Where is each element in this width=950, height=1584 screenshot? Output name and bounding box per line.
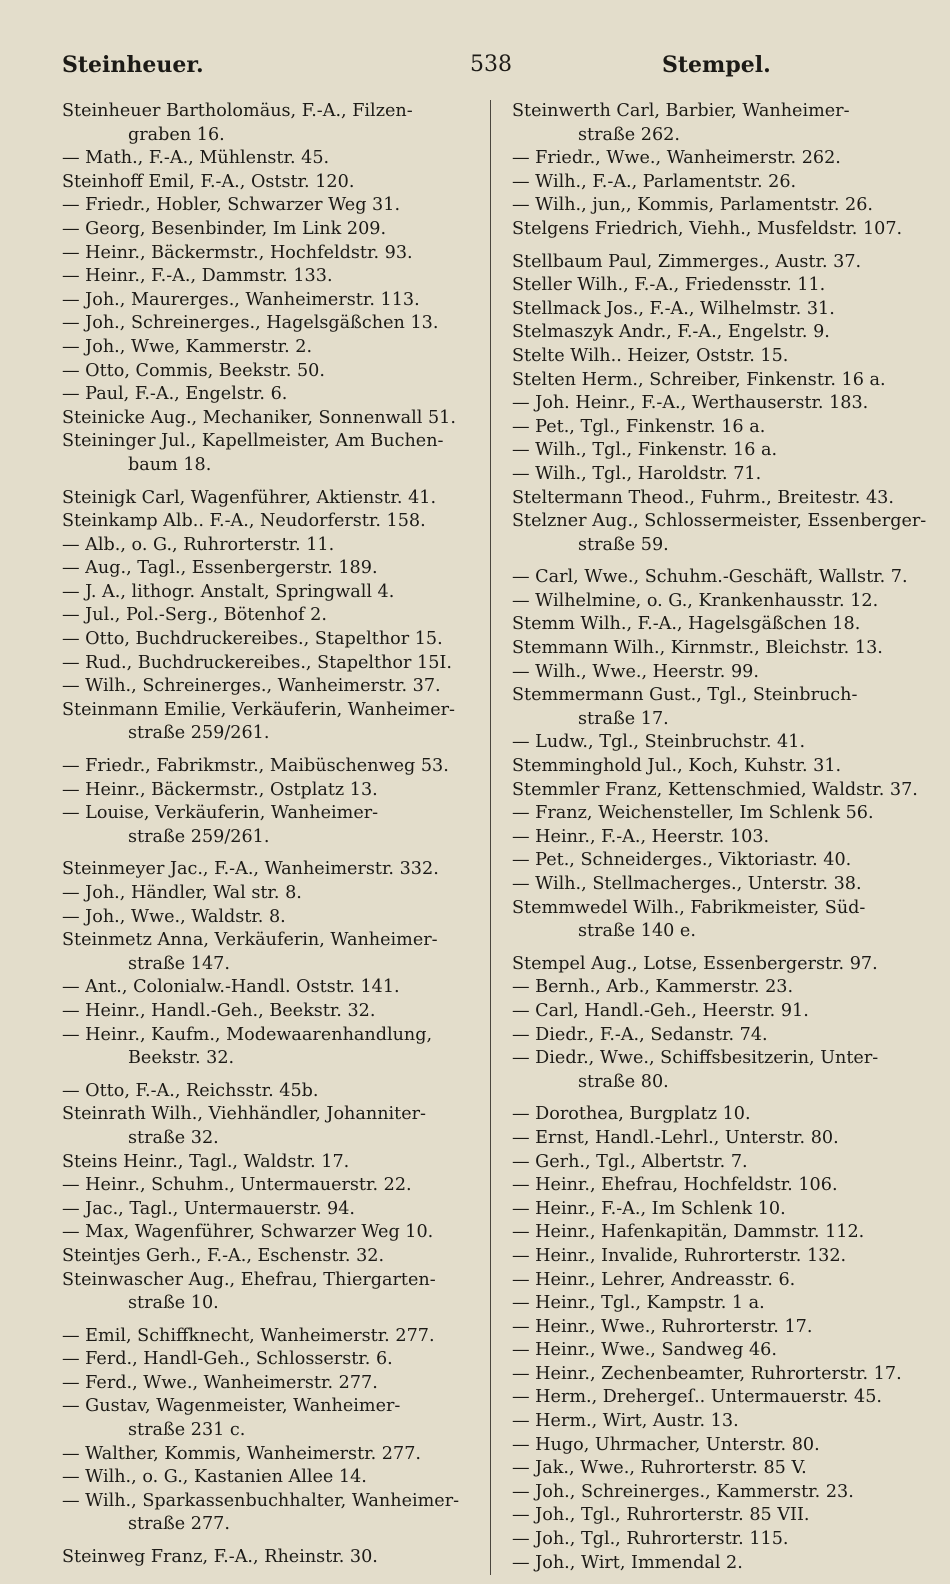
entry-continuation-line: straße 259/261. [128, 723, 270, 744]
directory-entry-line: — Dorothea, Burgplatz 10. [512, 1104, 751, 1125]
directory-entry-line: Steinheuer Bartholomäus, F.-A., Filzen- [62, 101, 413, 121]
directory-entry-line: — Joh. Heinr., F.-A., Werthauserstr. 183. [512, 393, 869, 414]
entry-continuation-line: straße 277. [128, 1514, 230, 1535]
directory-entry-line: Stellbaum Paul, Zimmerges., Austr. 37. [512, 251, 862, 272]
directory-entry-line: — Ferd., Wwe., Wanheimerstr. 277. [62, 1372, 378, 1393]
directory-entry-line: — Wilh., Sparkassenbuchhalter, Wanheimer- [62, 1490, 460, 1511]
directory-entry-line: Steltermann Theod., Fuhrm., Breitestr. 43. [512, 487, 894, 508]
entry-continuation-line: Beekstr. 32. [128, 1048, 235, 1069]
directory-entry-line: Steller Wilh., F.-A., Friedensstr. 11. [512, 275, 826, 296]
directory-entry-line: — Otto, F.-A., Reichsstr. 45b. [62, 1080, 319, 1101]
directory-entry-line: — Heinr., Handl.-Geh., Beekstr. 32. [62, 1000, 376, 1021]
directory-entry-line: — Walther, Kommis, Wanheimerstr. 277. [62, 1443, 421, 1464]
directory-entry-line: Stelmaszyk Andr., F.-A., Engelstr. 9. [512, 322, 830, 343]
directory-entry-line: — Carl, Wwe., Schuhm.-Geschäft, Wallstr. 7. [512, 567, 908, 588]
directory-entry-line: — Max, Wagenführer, Schwarzer Weg 10. [62, 1222, 434, 1243]
directory-entry-line: — Wilhelmine, o. G., Krankenhausstr. 12. [512, 590, 879, 611]
directory-entry-line: — Joh., Schreinerges., Hagelsgäßchen 13. [62, 313, 439, 334]
header-left-catchword: Steinheuer. [62, 52, 204, 78]
directory-entry-line: — Pet., Schneiderges., Viktoriastr. 40. [512, 850, 852, 871]
left-column [62, 100, 477, 1570]
directory-entry-line: Stemmermann Gust., Tgl., Steinbruch- [512, 685, 858, 706]
directory-entry-line: Stemm Wilh., F.-A., Hagelsgäßchen 18. [512, 614, 861, 635]
directory-entry-line: — Heinr., Bäckermstr., Ostplatz 13. [62, 779, 378, 800]
entry-continuation-line: straße 262. [578, 124, 680, 145]
directory-entry-line: — Wilh., Schreinerges., Wanheimerstr. 37. [62, 676, 441, 697]
directory-entry-line: Steins Heinr., Tagl., Waldstr. 17. [62, 1151, 350, 1172]
directory-entry-line: — Louise, Verkäuferin, Wanheimer- [62, 803, 379, 824]
directory-entry-line: — Franz, Weichensteller, Im Schlenk 56. [512, 803, 874, 824]
directory-entry-line: — Herm., Drehergeſ.. Untermauerstr. 45. [512, 1387, 882, 1408]
directory-entry-line: Steinweg Franz, F.-A., Rheinstr. 30. [62, 1547, 378, 1568]
directory-entry-line: — Diedr., F.-A., Sedanstr. 74. [512, 1024, 768, 1045]
directory-entry-line: — Jak., Wwe., Ruhrorterstr. 85 V. [512, 1458, 807, 1479]
directory-entry-line: — Heinr., Zechenbeamter, Ruhrorterstr. 17. [512, 1363, 902, 1384]
directory-entry-line: — J. A., lithogr. Anstalt, Springwall 4. [62, 581, 395, 602]
directory-entry-line: Steinmeyer Jac., F.-A., Wanheimerstr. 332. [62, 859, 439, 880]
page-number: 538 [470, 52, 512, 77]
entry-continuation-line: graben 16. [128, 124, 225, 145]
directory-entry-line: — Joh., Maurerges., Wanheimerstr. 113. [62, 289, 420, 310]
entry-continuation-line: straße 32. [128, 1127, 219, 1148]
directory-entry-line: — Friedr., Hobler, Schwarzer Weg 31. [62, 195, 401, 216]
directory-entry-line: — Joh., Wwe., Waldstr. 8. [62, 906, 286, 927]
column-divider [490, 100, 491, 1575]
directory-entry-line: — Wilh., Tgl., Finkenstr. 16 a. [512, 440, 778, 461]
entry-continuation-line: straße 10. [128, 1293, 219, 1314]
directory-entry-line: — Joh., Tgl., Ruhrorterstr. 115. [512, 1529, 789, 1550]
directory-entry-line: — Wilh., Wwe., Heerstr. 99. [512, 661, 759, 682]
directory-entry-line: — Friedr., Fabrikmstr., Maibüschenweg 53. [62, 756, 449, 777]
directory-entry-line: — Heinr., Invalide, Ruhrorterstr. 132. [512, 1245, 847, 1266]
directory-entry-line: Stelte Wilh.. Heizer, Oststr. 15. [512, 345, 789, 366]
directory-entry-line: — Jac., Tagl., Untermauerstr. 94. [62, 1198, 356, 1219]
directory-entry-line: — Joh., Schreinerges., Kammerstr. 23. [512, 1481, 854, 1502]
directory-entry-line: Steinmann Emilie, Verkäuferin, Wanheimer- [62, 699, 455, 720]
directory-entry-line: Stelgens Friedrich, Viehh., Musfeldstr. 107. [512, 218, 903, 239]
directory-entry-line: — Heinr., Wwe., Sandweg 46. [512, 1340, 777, 1361]
entry-continuation-line: straße 80. [578, 1071, 669, 1092]
right-column [512, 100, 937, 1575]
directory-entry-line: — Georg, Besenbinder, Im Link 209. [62, 218, 387, 239]
directory-entry-line: Steinhoff Emil, F.-A., Oststr. 120. [62, 171, 355, 192]
directory-entry-line: Steinicke Aug., Mechaniker, Sonnenwall 51. [62, 407, 456, 428]
directory-entry-line: — Math., F.-A., Mühlenstr. 45. [62, 148, 330, 169]
entry-continuation-line: straße 259/261. [128, 826, 270, 847]
directory-entry-line: Stemmann Wilh., Kirnmstr., Bleichstr. 13. [512, 638, 883, 659]
directory-entry-line: — Joh., Tgl., Ruhrorterstr. 85 VII. [512, 1505, 810, 1526]
directory-entry-line: Stelzner Aug., Schlossermeister, Essenberger- [512, 511, 927, 532]
directory-entry-line: — Gerh., Tgl., Albertstr. 7. [512, 1151, 748, 1172]
directory-entry-line: — Heinr., Hafenkapitän, Dammstr. 112. [512, 1222, 865, 1243]
entry-continuation-line: straße 231 c. [128, 1420, 246, 1441]
directory-entry-line: — Diedr., Wwe., Schiffsbesitzerin, Unter- [512, 1048, 879, 1069]
directory-entry-line: — Carl, Handl.-Geh., Heerstr. 91. [512, 1000, 809, 1021]
directory-entry-line: — Emil, Schiffknecht, Wanheimerstr. 277. [62, 1325, 435, 1346]
directory-entry-line: — Heinr., F.-A., Heerstr. 103. [512, 826, 770, 847]
directory-entry-line: — Herm., Wirt, Austr. 13. [512, 1411, 739, 1432]
directory-entry-line: Steinwerth Carl, Barbier, Wanheimer- [512, 101, 850, 121]
directory-entry-line: — Rud., Buchdruckereibes., Stapelthor 15I. [62, 652, 452, 673]
directory-entry-line: — Otto, Commis, Beekstr. 50. [62, 360, 325, 381]
directory-entry-line: — Ferd., Handl-Geh., Schlosserstr. 6. [62, 1349, 393, 1370]
directory-entry-line: — Wilh., Tgl., Haroldstr. 71. [512, 463, 762, 484]
directory-entry-line: — Heinr., Lehrer, Andreasstr. 6. [512, 1269, 796, 1290]
directory-entry-line: — Heinr., Schuhm., Untermauerstr. 22. [62, 1175, 412, 1196]
directory-entry-line: Stemmwedel Wilh., Fabrikmeister, Süd- [512, 897, 866, 918]
directory-entry-line: Stemmler Franz, Kettenschmied, Waldstr. 37. [512, 779, 918, 800]
entry-continuation-line: baum 18. [128, 454, 212, 475]
directory-entry-line: — Joh., Wirt, Immendal 2. [512, 1552, 743, 1573]
directory-entry-line: — Hugo, Uhrmacher, Unterstr. 80. [512, 1434, 820, 1455]
directory-entry-line: Stelten Herm., Schreiber, Finkenstr. 16 a. [512, 369, 886, 390]
directory-entry-line: — Wilh., o. G., Kastanien Allee 14. [62, 1467, 367, 1488]
directory-entry-line: Stempel Aug., Lotse, Essenbergerstr. 97. [512, 953, 878, 974]
directory-entry-line: — Ludw., Tgl., Steinbruchstr. 41. [512, 732, 806, 753]
entry-continuation-line: straße 17. [578, 708, 669, 729]
entry-continuation-line: straße 147. [128, 953, 230, 974]
directory-entry-line: — Heinr., Tgl., Kampstr. 1 a. [512, 1293, 765, 1314]
directory-entry-line: — Wilh., F.-A., Parlamentstr. 26. [512, 171, 797, 192]
directory-entry-line: — Wilh., Stellmacherges., Unterstr. 38. [512, 874, 862, 894]
directory-entry-line: — Joh., Wwe, Kammerstr. 2. [62, 336, 313, 357]
directory-entry-line: — Aug., Tagl., Essenbergerstr. 189. [62, 558, 378, 579]
directory-entry-line: Steinigk Carl, Wagenführer, Aktienstr. 41. [62, 487, 437, 508]
header-right-catchword: Stempel. [662, 52, 771, 78]
directory-entry-line: — Alb., o. G., Ruhrorterstr. 11. [62, 534, 335, 555]
directory-entry-line: — Heinr., Kaufm., Modewaarenhandlung, [62, 1024, 433, 1045]
directory-entry-line: Steinrath Wilh., Viehhändler, Johanniter- [62, 1104, 426, 1125]
directory-entry-line: — Pet., Tgl., Finkenstr. 16 a. [512, 416, 766, 437]
directory-entry-line: Stemminghold Jul., Koch, Kuhstr. 31. [512, 756, 842, 777]
directory-entry-line: — Joh., Händler, Wal str. 8. [62, 883, 302, 903]
directory-entry-line: — Ant., Colonialw.-Handl. Oststr. 141. [62, 977, 400, 998]
directory-entry-line: Steinmetz Anna, Verkäuferin, Wanheimer- [62, 930, 438, 951]
entry-continuation-line: straße 140 e. [578, 921, 696, 942]
directory-entry-line: — Friedr., Wwe., Wanheimerstr. 262. [512, 148, 841, 169]
directory-entry-line: Steinwascher Aug., Ehefrau, Thiergarten- [62, 1269, 436, 1290]
directory-entry-line: Steintjes Gerh., F.-A., Eschenstr. 32. [62, 1245, 385, 1266]
directory-entry-line: Stellmack Jos., F.-A., Wilhelmstr. 31. [512, 298, 835, 319]
directory-entry-line: — Otto, Buchdruckereibes., Stapelthor 15. [62, 629, 443, 650]
entry-continuation-line: straße 59. [578, 534, 669, 555]
directory-entry-line: — Paul, F.-A., Engelstr. 6. [62, 384, 288, 405]
directory-entry-line: — Heinr., F.-A., Im Schlenk 10. [512, 1198, 786, 1219]
directory-entry-line: — Bernh., Arb., Kammerstr. 23. [512, 977, 794, 998]
directory-entry-line: — Jul., Pol.-Serg., Bötenhof 2. [62, 605, 327, 626]
page-header [0, 52, 950, 88]
directory-entry-line: — Ernst, Handl.-Lehrl., Unterstr. 80. [512, 1127, 839, 1148]
directory-entry-line: Steinkamp Alb.. F.-A., Neudorferstr. 158. [62, 511, 426, 532]
directory-entry-line: — Heinr., Wwe., Ruhrorterstr. 17. [512, 1316, 813, 1337]
directory-entry-line: — Heinr., F.-A., Dammstr. 133. [62, 266, 333, 287]
directory-entry-line: — Heinr., Ehefrau, Hochfeldstr. 106. [512, 1175, 838, 1196]
directory-entry-line: — Gustav, Wagenmeister, Wanheimer- [62, 1396, 401, 1417]
directory-entry-line: — Heinr., Bäckermstr., Hochfeldstr. 93. [62, 242, 413, 263]
directory-entry-line: — Wilh., jun,, Kommis, Parlamentstr. 26. [512, 195, 873, 216]
directory-entry-line: Steininger Jul., Kapellmeister, Am Buchen- [62, 431, 444, 452]
